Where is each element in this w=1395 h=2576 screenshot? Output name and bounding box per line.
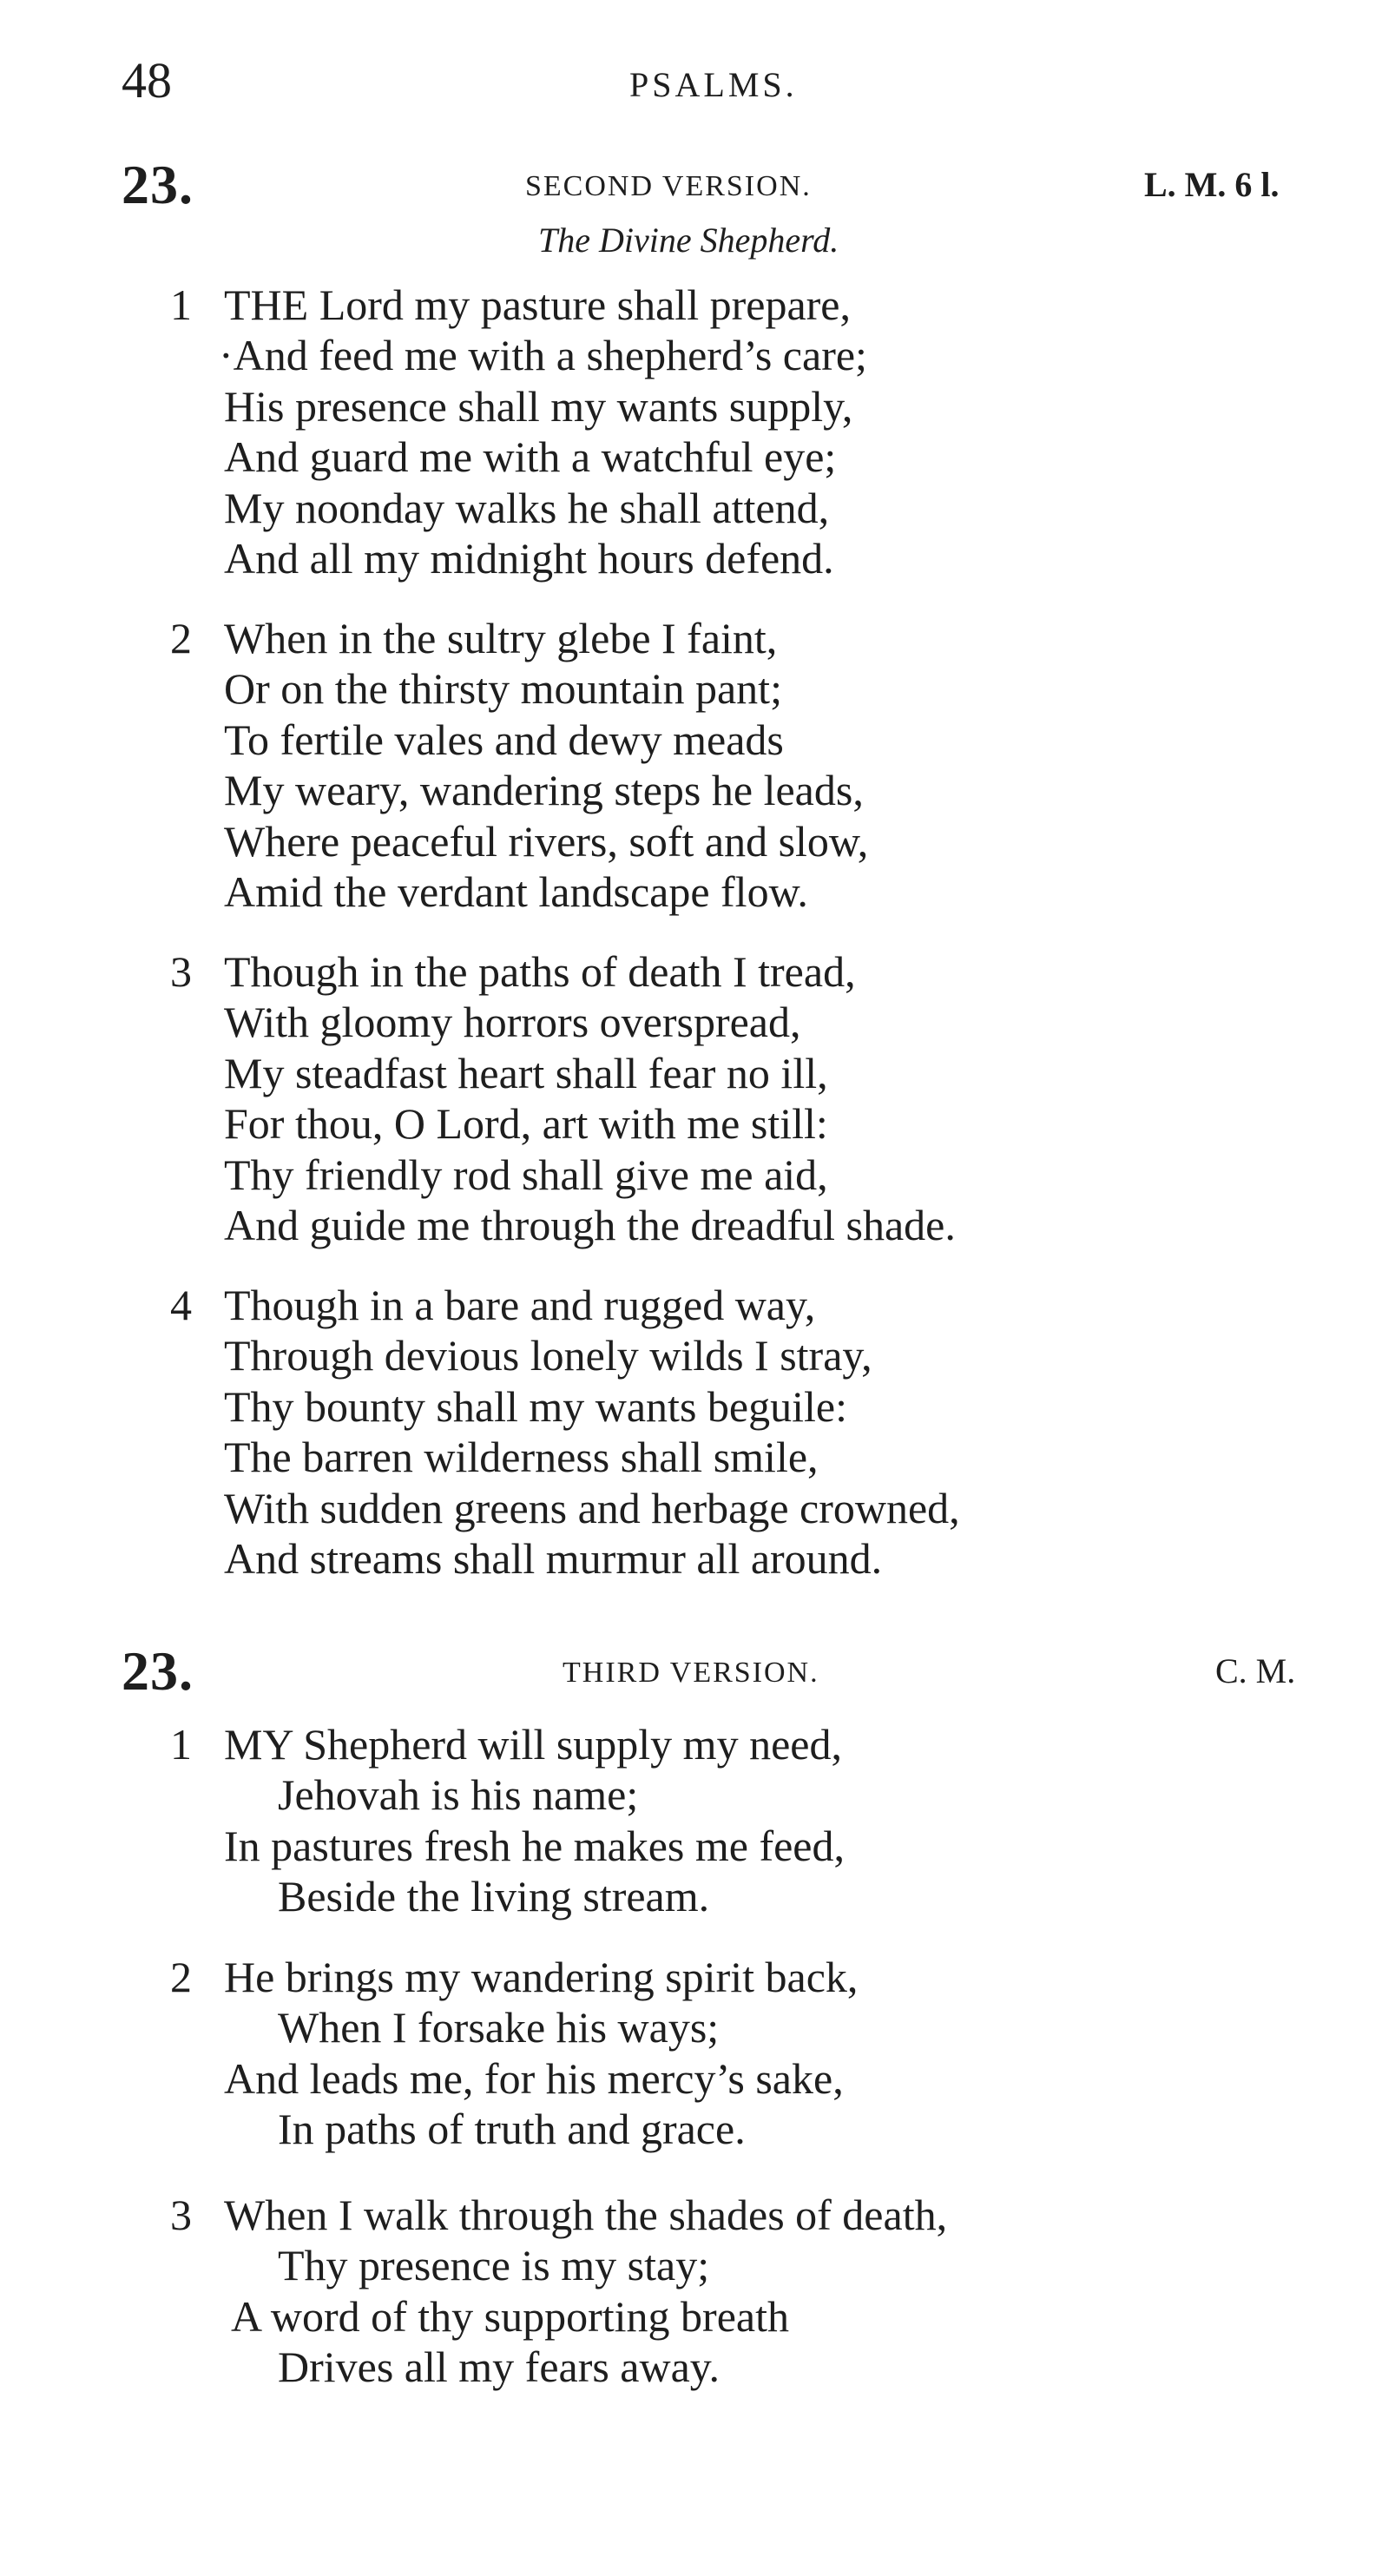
hymn-number: 23.: [122, 1640, 194, 1702]
verse-line: And guard me with a watchful eye;: [224, 432, 837, 481]
stanza-number: 2: [170, 614, 192, 662]
verse-line: Amid the verdant landscape flow.: [224, 867, 808, 916]
running-head: [0, 50, 1395, 111]
verse-line: Drives all my fears away.: [278, 2342, 721, 2391]
verse-line: When I walk through the shades of death,: [224, 2191, 948, 2239]
hymn-meter: C. M.: [1215, 1651, 1296, 1690]
hymn-version: SECOND VERSION.: [525, 170, 812, 202]
verse-line: With gloomy horrors overspread,: [224, 998, 801, 1046]
stanza-number: 4: [170, 1281, 192, 1329]
verse-line: When I forsake his ways;: [278, 2003, 720, 2052]
running-title: PSALMS.: [629, 65, 798, 104]
verse-line: Beside the living stream.: [278, 1872, 710, 1920]
hymn-subtitle: The Divine Shepherd.: [538, 221, 839, 260]
verse-line: He brings my wandering spirit back,: [224, 1953, 859, 2001]
verse-line: His presence shall my wants supply,: [224, 382, 853, 431]
hymn-heading-second-version: [0, 155, 1395, 215]
verse-line: My weary, wandering steps he leads,: [224, 766, 864, 814]
verse-line: To fertile vales and dewy meads: [224, 715, 784, 764]
verse-line: My steadfast heart shall fear no ill,: [224, 1049, 828, 1097]
verse-line: Thy presence is my stay;: [278, 2241, 710, 2289]
hymn-heading-third-version: [0, 1641, 1395, 1702]
verse-line: ·And feed me with a shepherd’s care;: [219, 331, 867, 379]
verse-line: In paths of truth and grace.: [278, 2105, 746, 2153]
verse-line: Though in a bare and rugged way,: [224, 1281, 816, 1329]
verse-line: Thy bounty shall my wants beguile:: [224, 1382, 847, 1431]
stanza-number: 3: [170, 2191, 192, 2239]
verse-line: When in the sultry glebe I faint,: [224, 614, 778, 662]
verse-line: And guide me through the dreadful shade.: [224, 1201, 956, 1249]
hymn-number: 23.: [122, 154, 194, 215]
stanza-number: 1: [170, 1720, 192, 1769]
verse-line: The barren wilderness shall smile,: [224, 1433, 819, 1481]
verse-line: Through devious lonely wilds I stray,: [224, 1331, 872, 1380]
verse-line: A word of thy supporting breath: [231, 2292, 789, 2341]
verse-line: Or on the thirsty mountain pant;: [224, 664, 782, 713]
hymn-version: THIRD VERSION.: [563, 1657, 819, 1689]
verse-line: Jehovah is his name;: [278, 1770, 639, 1819]
verse-line: MY Shepherd will supply my need,: [224, 1720, 842, 1769]
verse-line: And all my midnight hours defend.: [224, 534, 834, 583]
verse-line: For thou, O Lord, art with me still:: [224, 1099, 828, 1148]
stanza-number: 1: [170, 280, 192, 329]
verse-line: And streams shall murmur all around.: [224, 1534, 883, 1583]
hymn-meter: L. M. 6 l.: [1144, 165, 1280, 204]
verse-line: And leads me, for his mercy’s sake,: [224, 2054, 844, 2103]
verse-line: Though in the paths of death I tread,: [224, 947, 856, 996]
verse-line: Thy friendly rod shall give me aid,: [224, 1150, 828, 1199]
stanza-number: 2: [170, 1953, 192, 2001]
stanza-number: 3: [170, 947, 192, 996]
verse-line: In pastures fresh he makes me feed,: [224, 1822, 845, 1870]
verse-line: THE Lord my pasture shall prepare,: [224, 280, 851, 329]
verse-line: My noonday walks he shall attend,: [224, 484, 830, 532]
page-number: 48: [122, 52, 172, 109]
verse-line: Where peaceful rivers, soft and slow,: [224, 817, 869, 866]
verse-line: With sudden greens and herbage crowned,: [224, 1484, 960, 1532]
